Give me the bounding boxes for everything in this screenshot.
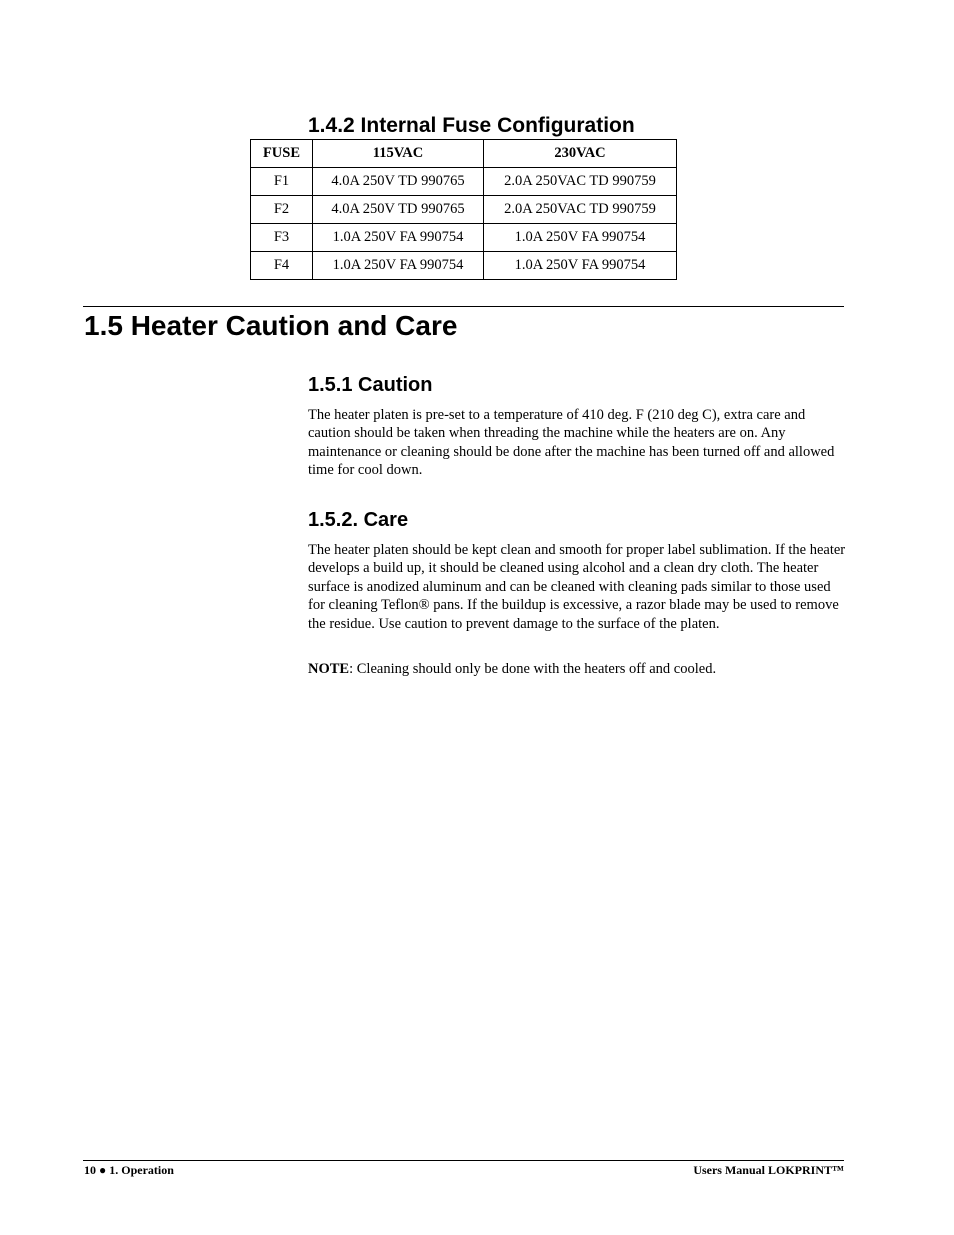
115vac-cell: 4.0A 250V TD 990765 (313, 168, 484, 196)
footer-divider (83, 1160, 844, 1161)
care-paragraph: The heater platen should be kept clean and smooth for proper label sublimation. If the heater develops a build up, it should be cleaned using alcohol and a clean dry cloth. The heater surface is anodized aluminum and can be cleaned with cleaning pads similar to those used for cleaning Teflon® pans. If the buildup is excessive, a razor blade may be used to remove the residue. Use caution to prevent damage to the surface of the platen. (308, 542, 846, 632)
230vac-cell: 1.0A 250V FA 990754 (484, 224, 677, 252)
footer-page-info: 10 ● 1. Operation (84, 1163, 174, 1177)
230vac-cell: 2.0A 250VAC TD 990759 (484, 196, 677, 224)
note-body: : Cleaning should only be done with the heaters off and cooled. (349, 661, 717, 677)
column-header-fuse: FUSE (251, 140, 313, 168)
table-row (251, 252, 677, 280)
fuse-cell: F1 (251, 168, 313, 196)
fuse-config-heading: 1.4.2 Internal Fuse Configuration (308, 114, 635, 137)
fuse-cell: F2 (251, 196, 313, 224)
fuse-cell: F4 (251, 252, 313, 280)
section-divider (83, 306, 844, 307)
caution-heading: 1.5.1 Caution (308, 374, 433, 396)
230vac-cell: 2.0A 250VAC TD 990759 (484, 168, 677, 196)
230vac-cell: 1.0A 250V FA 990754 (484, 252, 677, 280)
care-heading: 1.5.2. Care (308, 509, 409, 531)
section-title: 1.5 Heater Caution and Care (84, 310, 458, 341)
115vac-cell: 1.0A 250V FA 990754 (313, 224, 484, 252)
column-header-115vac: 115VAC (313, 140, 484, 168)
fuse-table (250, 139, 677, 280)
column-header-230vac: 230VAC (484, 140, 677, 168)
table-row (251, 224, 677, 252)
caution-paragraph: The heater platen is pre-set to a temperature of 410 deg. F (210 deg C), extra care and caution should be taken when threading the machine while the heaters are on. Any maintenance or cleaning should be done after the machine has been turned off and allowed time for cool down. (308, 407, 835, 479)
115vac-cell: 4.0A 250V TD 990765 (313, 196, 484, 224)
115vac-cell: 1.0A 250V FA 990754 (313, 252, 484, 280)
table-row (251, 168, 677, 196)
note-label: NOTE (308, 661, 350, 677)
fuse-cell: F3 (251, 224, 313, 252)
table-header-row (251, 140, 677, 168)
footer-manual-title: Users Manual LOKPRINT™ (693, 1163, 844, 1177)
note-paragraph (308, 660, 848, 678)
table-row (251, 196, 677, 224)
